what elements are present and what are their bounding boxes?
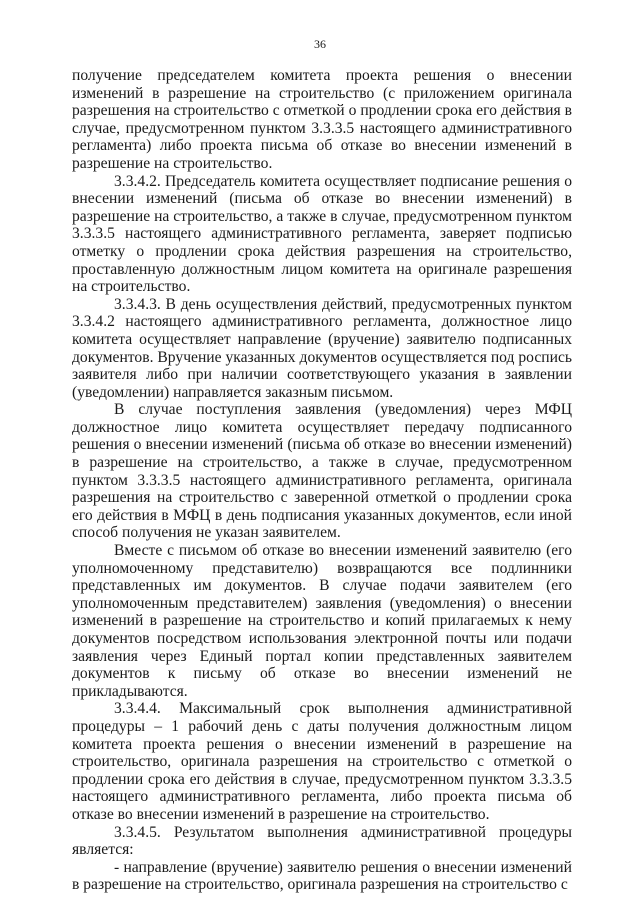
- paragraph-3-3-4-5: 3.3.4.5. Результатом выполнения административной процедуры является:: [72, 823, 572, 859]
- page-number: 36: [314, 37, 326, 51]
- paragraph-3-3-4-3: 3.3.4.3. В день осуществления действий, предусмотренных пунктом 3.3.4.2 настоящего административного регламента, должностное лицо комитета осуществляет направление (вручение) заявителю подписанных документов. Вручение указанных документов осуществляется под роспись заявителя либо при наличии соответствующего указания в заявлении (уведомлении) направляется заказным письмом.: [72, 295, 572, 401]
- paragraph-3-3-4-2: 3.3.4.2. Председатель комитета осуществляет подписание решения о внесении изменений (письма об отказе во внесении изменений) в разрешение на строительство, а также в случае, предусмотренном пунктом 3.3.3.5 настоящего административного регламента, заверяет подписью отметку о продлении срока действия разрешения на строительство, проставленную должностным лицом комитета на оригинале разрешения на строительство.: [72, 172, 572, 296]
- paragraph-continuation: получение председателем комитета проекта решения о внесении изменений в разрешение на строительство (с приложением оригинала разрешения на строительство с отметкой о продлении срока его действия в случае, предусмотренном пунктом 3.3.3.5 настоящего административного регламента) либо проекта письма об отказе во внесении изменений в разрешение на строительство.: [72, 67, 572, 172]
- paragraph-refusal-letter: Вместе с письмом об отказе во внесении изменений заявителю (его уполномоченному представителю) возвращаются все подлинники представленных им документов. В случае подачи заявителем (его уполномоченным представителем) заявления (уведомления) о внесении изменений в разрешение на строительство и копий прилагаемых к нему документов посредством использования электронной почты или подачи заявления через Единый портал копии представленных заявителем документов к письму об отказе во внесении изменений не прикладываются.: [72, 542, 572, 700]
- paragraph-mfc-transfer: В случае поступления заявления (уведомления) через МФЦ должностное лицо комитета осуществляет передачу подписанного решения о внесении изменений (письма об отказе во внесении изменений) в разрешение на строительство, а также в случае, предусмотренном пунктом 3.3.3.5 настоящего административного регламента, оригинала разрешения на строительство с заверенной отметкой о продлении срока его действия в МФЦ в день подписания указанных документов, если иной способ получения не указан заявителем.: [72, 401, 572, 542]
- paragraph-3-3-4-4: 3.3.4.4. Максимальный срок выполнения административной процедуры – 1 рабочий день с даты получения должностным лицом комитета проекта решения о внесении изменений в разрешение на строительство, оригинала разрешения на строительство с отметкой о продлении срока его действия в случае, предусмотренном пунктом 3.3.3.5 настоящего административного регламента, либо проекта письма об отказе во внесении изменений в разрешение на строительство.: [72, 700, 572, 823]
- document-body: [72, 67, 572, 894]
- paragraph-result-item: - направление (вручение) заявителю решения о внесении изменений в разрешение на строительство, оригинала разрешения на строительство с: [72, 858, 572, 894]
